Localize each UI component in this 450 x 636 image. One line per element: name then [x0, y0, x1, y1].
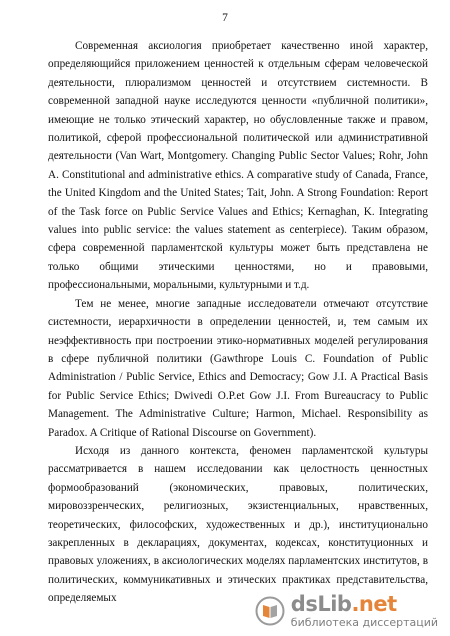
- paragraph-2: Тем не менее, многие западные исследователи отмечают отсутствие системности, иерархичности в определении ценностей, и, тем самым их неэффективность при построении этико-нормативных моделей регулирования в сфере публичной политики (Gawthrope Louis C. Foundation of Public Administration / Public Service, Ethics and Democracy; Gow J.I. A Practical Basis for Public Service Ethics; Dwivedi O.P.et Gow J.I. From Bureaucracy to Public Management. The Administrative Culture; Harmon, Michael. Responsibility as Paradox. A Critique of Rational Discourse on Government).: [48, 297, 428, 439]
- paragraph-3: Исходя из данного контекста, феномен парламентской культуры рассматривается в нашем исследовании как целостность ценностных формообразований (экономических, правовых, политических, мировоззренческих, религиозных, экзистенциальных, нравственных, теоретических, философских, художественных и др.), институционально закрепленных в декларациях, документах, кодексах, конституционных и правовых уложениях, в аксиологических моделях парламентских институтов, в политических, коммуникативных и этических практиках представительства, определяемых: [48, 444, 428, 605]
- watermark-brand-main: dsLib: [290, 592, 352, 616]
- page-number: 7: [222, 12, 228, 24]
- watermark-brand-suffix: .net: [351, 592, 397, 616]
- watermark-brand: [291, 594, 438, 615]
- watermark-subtitle: библиотека диссертаций: [290, 616, 438, 629]
- paragraph-1: Современная аксиология приобретает качественно иной характер, определяющийся приложением ценностей к отдельным сферам человеческой деятельности, плюрализмом ценностей и отсутствием системности. В современной западной науке исследуются ценности «публичной политики», имеющие не только этический характер, но обусловленные также и правом, политикой, сферой профессиональной политической или административной деятельности (Van Wart, Montgomery. Changing Public Sector Values; Rohr, John A. Constitutional and administrative ethics. A comparative study of Canada, France, the United Kingdom and the United States; Tait, John. A Strong Foundation: Report of the Task force on Public Service Values and Ethics; Kernaghan, K. Integrating values into public service: the values statement as centerpiece). Таким образом, сфера современной парламентской культуры может быть представлена не только общими этическими ценностями, но и правовыми, профессиональными, моральными, культурными и т.д.: [48, 40, 428, 292]
- dslib-watermark[interactable]: [253, 592, 442, 630]
- dslib-logo-icon: [255, 596, 285, 626]
- page-body: [48, 37, 428, 608]
